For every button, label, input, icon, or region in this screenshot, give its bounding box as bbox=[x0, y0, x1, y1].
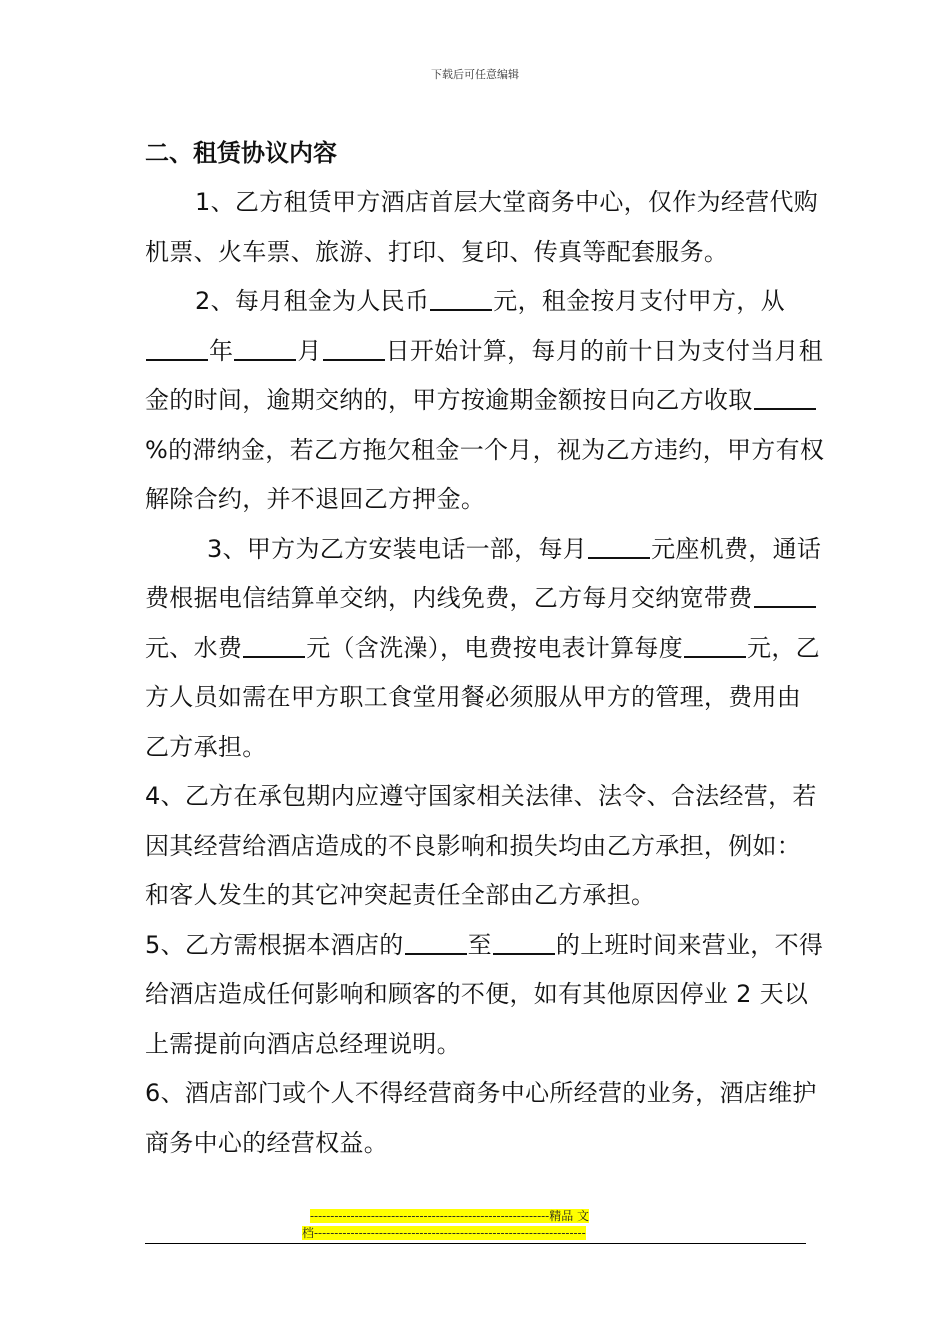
clause-3-text: 元，乙方人员如需在甲方职工食堂用餐必须服从甲方的管理，费用由乙方承担。 bbox=[145, 633, 820, 761]
footer-divider bbox=[145, 1243, 806, 1244]
footer-line-2: 档------------------------------------------------------------------- bbox=[302, 1226, 586, 1240]
clause-4: 4、乙方在承包期内应遵守国家相关法律、法令、合法经营，若因其经营给酒店造成的不良影响和损失均由乙方承担，例如：和客人发生的其它冲突起责任全部由乙方承担。 bbox=[145, 782, 817, 909]
blank-start-month bbox=[234, 335, 296, 361]
section-title: 二、租赁协议内容 bbox=[145, 139, 337, 167]
blank-rent-amount bbox=[430, 285, 492, 311]
clause-2-text: 元，租金按月支付甲方，从 bbox=[493, 287, 785, 315]
clause-2-text: 月 bbox=[297, 336, 322, 365]
blank-phone-fee bbox=[588, 533, 650, 559]
clause-6: 6、酒店部门或个人不得经营商务中心所经营的业务，酒店维护商务中心的经营权益。 bbox=[145, 1079, 817, 1157]
blank-open-time bbox=[405, 929, 467, 955]
clause-5-text: 5、乙方需根据本酒店的 bbox=[145, 930, 404, 959]
blank-water-fee bbox=[243, 632, 305, 658]
clause-2-text: 年 bbox=[209, 336, 234, 365]
blank-start-day bbox=[323, 335, 385, 361]
footer-watermark bbox=[302, 1208, 647, 1242]
page-header-note: 下载后可任意编辑 bbox=[431, 68, 519, 81]
clause-3-text: 元、水费 bbox=[145, 633, 243, 662]
blank-close-time bbox=[493, 929, 555, 955]
clause-3-text: 元（含洗澡），电费按电表计算每度 bbox=[306, 633, 684, 662]
clause-2-text: 2、每月租金为人民币 bbox=[195, 287, 430, 315]
clause-3 bbox=[145, 525, 825, 773]
clause-5 bbox=[145, 921, 825, 1070]
clause-3-text: 3、甲方为乙方安装电话一部，每月 bbox=[207, 534, 588, 563]
clause-5-text: 至 bbox=[467, 930, 492, 959]
clause-5-text: 的上班时间来营业，不得给酒店造成任何影响和顾客的不便，如有其他原因停业 2 天以上需提前向酒店总经理说明。 bbox=[145, 930, 824, 1058]
blank-electricity-rate bbox=[684, 632, 746, 658]
blank-late-fee-rate bbox=[754, 384, 816, 410]
footer-line-1: -----------------------------------------------------------精品 文 bbox=[310, 1209, 590, 1223]
clause-3-text: 元座机费，通话费根据电信结算单交纳，内线免费，乙方每月交纳宽带费 bbox=[145, 534, 822, 612]
blank-start-year bbox=[146, 335, 208, 361]
clause-2 bbox=[145, 277, 825, 525]
clause-2-text: %的滞纳金，若乙方拖欠租金一个月，视为乙方违约，甲方有权解除合约，并不退回乙方押金。 bbox=[145, 435, 825, 513]
document-body bbox=[145, 128, 825, 1168]
clause-1: 1、乙方租赁甲方酒店首层大堂商务中心，仅作为经营代购机票、火车票、旅游、打印、复印、传真等配套服务。 bbox=[145, 188, 819, 266]
blank-broadband-fee bbox=[754, 582, 816, 608]
clause-2-text: 日开始计算，每月的前十日为支付当月租金的时间，逾期交纳的，甲方按逾期金额按日向乙方收取 bbox=[145, 336, 824, 414]
